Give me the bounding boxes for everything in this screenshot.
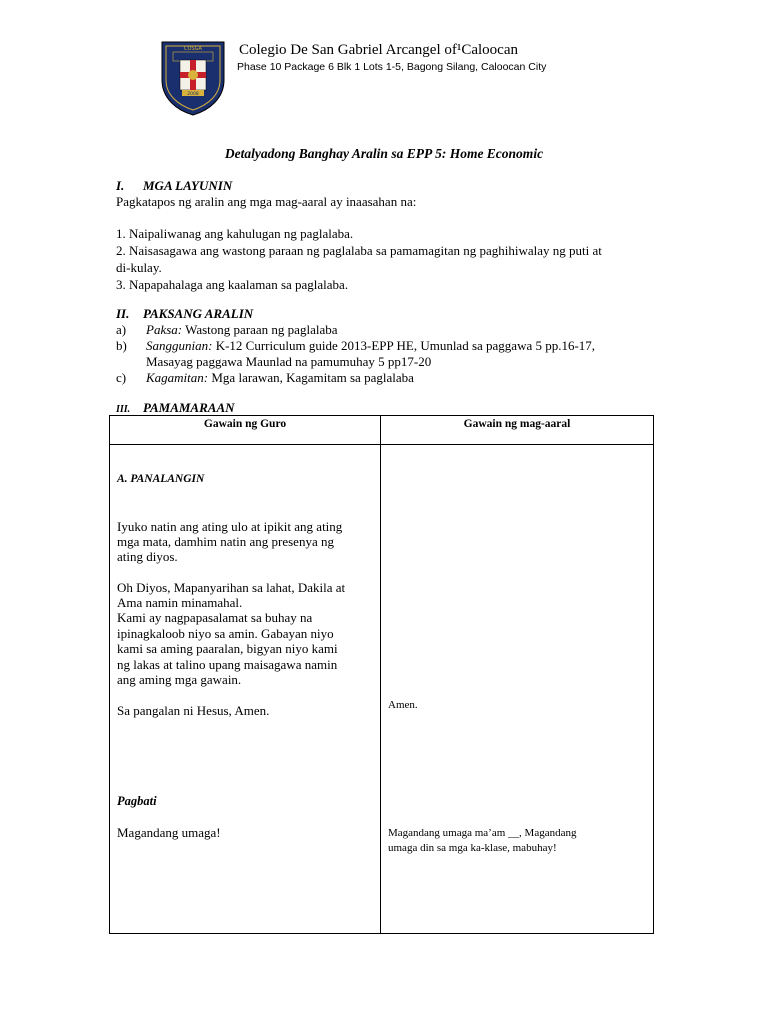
procedure-table [109, 415, 654, 934]
logo-year: 2008 [187, 92, 199, 97]
pagbati-heading: Pagbati [117, 794, 157, 808]
column-header-guro: Gawain ng Guro [110, 416, 381, 445]
student-greeting-line: Magandang umaga ma’am __, Magandang [388, 827, 577, 839]
prayer-line: Ama namin minamahal. [117, 595, 243, 610]
section-1-intro: Pagkatapos ng aralin ang mga mag-aaral ay inaasahan na: [116, 194, 417, 209]
objective-2-continued: di-kulay. [116, 260, 162, 275]
section-3-title: PAMAMARAAN [143, 400, 235, 415]
topic-item-kagamitan: c) Kagamitan: Mga larawan, Kagamitam sa paglalaba [116, 370, 414, 385]
prayer-line: ipinagkaloob niyo sa amin. Gabayan niyo [117, 626, 334, 641]
document-title: Detalyadong Banghay Aralin sa EPP 5: Home Economic [224, 146, 544, 161]
teacher-greeting: Magandang umaga! [117, 825, 221, 840]
column-header-mag-aaral: Gawain ng mag-aaral [381, 416, 654, 445]
section-1-title: MGA LAYUNIN [143, 178, 233, 193]
prayer-line: ang aming mga gawain. [117, 672, 242, 687]
logo-top-text: COSGA [184, 46, 202, 52]
section-1-heading [116, 178, 232, 194]
objective-3: 3. Napapahalaga ang kaalaman sa paglalaba. [116, 277, 349, 292]
prompt-line: ating diyos. [117, 549, 178, 564]
prayer-line: kami sa aming paaralan, bigyan niyo kami [117, 641, 338, 656]
topic-item-sanggunian-continued: Masayag paggawa Maunlad na pamumuhay 5 pp17-20 [146, 354, 432, 369]
section-2-title: PAKSANG ARALIN [143, 306, 254, 321]
prayer-line: ng lakas at talino upang maisagawa namin [117, 657, 338, 672]
prayer-line: Kami ay nagpapasalamat sa buhay na [117, 610, 313, 625]
prayer-line: Oh Diyos, Mapanyarihan sa lahat, Dakila at [117, 580, 346, 595]
school-logo [160, 40, 226, 116]
panalangin-heading: A. PANALANGIN [117, 473, 205, 485]
prompt-line: mga mata, damhim natin ang presenya ng [117, 534, 334, 549]
prayer-closing: Sa pangalan ni Hesus, Amen. [117, 703, 270, 718]
table-row [110, 445, 654, 934]
school-address: Phase 10 Package 6 Blk 1 Lots 1-5, Bagong Silang, Caloocan City [237, 61, 547, 73]
guro-cell [110, 445, 381, 934]
student-amen: Amen. [388, 699, 418, 711]
student-greeting-line: umaga din sa mga ka-klase, mabuhay! [388, 842, 557, 854]
section-1-number: I. [116, 178, 125, 193]
topic-item-paksa: a) Paksa: Wastong paraan ng paglalaba [116, 322, 338, 337]
section-3-number: III. [116, 404, 131, 415]
section-2-number: II. [116, 306, 130, 321]
section-2-heading [116, 306, 253, 322]
section-3-heading [116, 400, 235, 416]
mag-aaral-cell [381, 445, 654, 934]
school-name: Colegio De San Gabriel Arcangel of¹Caloocan [239, 42, 518, 58]
prompt-line: Iyuko natin ang ating ulo at ipikit ang ating [117, 519, 343, 534]
topic-item-sanggunian: b) Sanggunian: K-12 Curriculum guide 2013-EPP HE, Umunlad sa paggawa 5 pp.16-17, [116, 338, 596, 353]
objective-1: 1. Naipaliwanag ang kahulugan ng paglalaba. [116, 226, 354, 241]
table-header-row [110, 416, 654, 445]
objective-2: 2. Naisasagawa ang wastong paraan ng paglalaba sa pamamagitan ng paghihiwalay ng puti at [116, 243, 602, 258]
